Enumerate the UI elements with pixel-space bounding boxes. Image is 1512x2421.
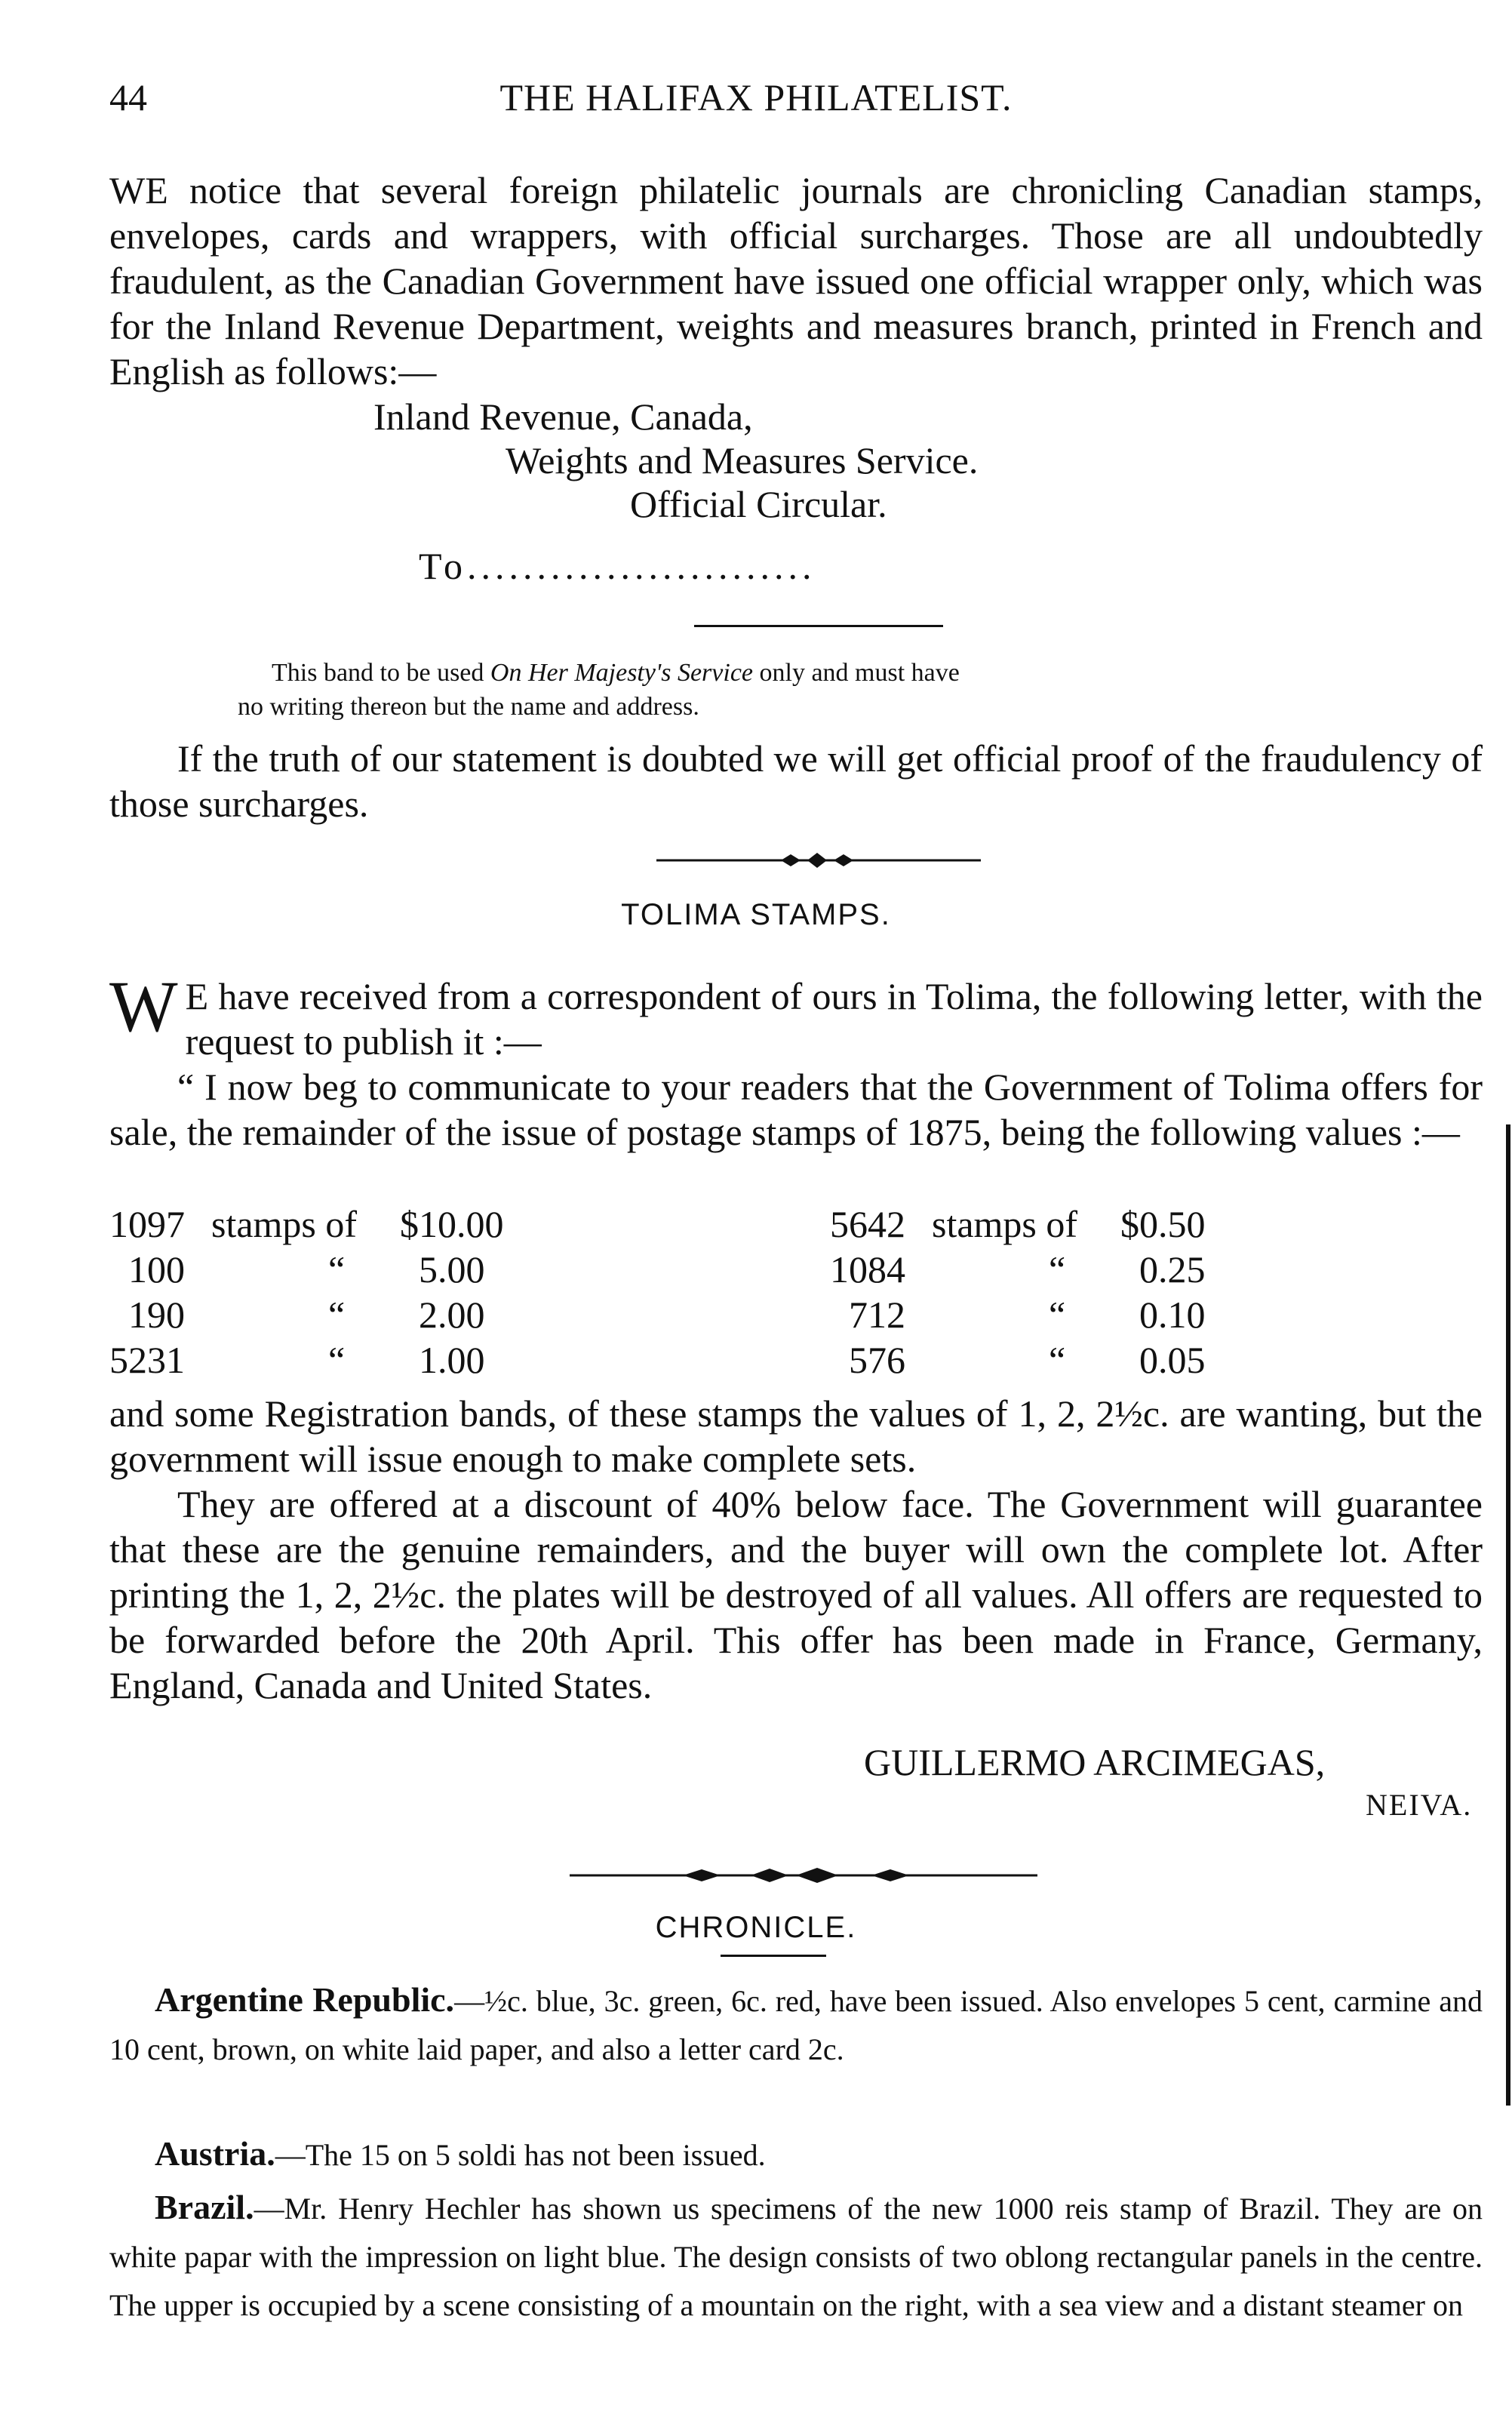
notice-paragraph: WE notice that several foreign philatelic journals are chronicling Canadian stamps, envelopes, cards and wrappers, with official surcharges. Those are all undoubtedly fraudulent, as the Canadian Government have issued one official wrapper only, which was for the Inland Revenue Department, weights and measures branch, printed in French and English as follows:—	[109, 169, 1483, 392]
right-row-qty-3: 576	[849, 1339, 905, 1381]
right-row-label-1: “	[1049, 1248, 1066, 1290]
right-row-value-1: 0.25	[1139, 1248, 1206, 1290]
right-row-label-3: “	[1049, 1339, 1066, 1381]
wrapper-note-italic: On Her Majesty's Service	[490, 659, 754, 687]
chronicle-argentine	[109, 1976, 1483, 2074]
wrapper-note-line-1	[272, 657, 960, 690]
right-row-qty-1: 1084	[830, 1248, 905, 1290]
left-row-label-3: “	[328, 1339, 346, 1381]
austria-label: Austria.	[155, 2134, 275, 2173]
left-row-label-0: stamps of	[211, 1203, 358, 1245]
tolima-intro-text: E have received from a correspondent of ours in Tolima, the following letter, with the request to publish it :—	[185, 975, 1483, 1063]
wrapper-divider	[694, 625, 943, 627]
drop-cap: W	[109, 966, 178, 1047]
right-row-label-2: “	[1049, 1294, 1066, 1336]
chronicle-heading: CHRONICLE.	[655, 1911, 857, 1944]
left-row-label-2: “	[328, 1294, 346, 1336]
right-row-value-3: 0.05	[1139, 1339, 1206, 1381]
wrapper-note-line-2: no writing thereon but the name and address.	[238, 693, 699, 721]
right-row-value-2: 0.10	[1139, 1294, 1206, 1336]
wrapper-to-line: To.........................	[419, 545, 816, 587]
left-row-qty-3: 5231	[109, 1339, 185, 1381]
offer-paragraph: They are offered at a discount of 40% below face. The Government will guarantee that these are the genuine remainders, and the buyer will own the complete lot. After printing the 1, 2, 2½c. the plates will be destroyed of all values. All offers are requested to be forwarded before the 20th April. This offer has been made in France, Germany, England, Canada and United States.	[109, 1483, 1483, 1706]
left-row-qty-0: 1097	[109, 1203, 185, 1245]
left-row-value-2: 2.00	[419, 1294, 485, 1336]
margin-bar	[1506, 1124, 1510, 2106]
brazil-label: Brazil.	[155, 2188, 254, 2226]
page-title: THE HALIFAX PHILATELIST.	[499, 76, 1013, 118]
right-row-label-0: stamps of	[932, 1203, 1078, 1245]
right-row-qty-2: 712	[849, 1294, 905, 1336]
signature-place: NEIVA.	[1366, 1788, 1473, 1822]
page-number: 44	[109, 76, 147, 118]
left-row-value-0: $10.00	[400, 1203, 504, 1245]
left-row-qty-1: 100	[128, 1248, 185, 1290]
tolima-intro	[109, 966, 1483, 1064]
ornament-divider-1	[656, 849, 981, 872]
values-table	[109, 1201, 1483, 1383]
proof-paragraph: If the truth of our statement is doubted we will get official proof of the fraudulency of those surcharges.	[109, 737, 1483, 825]
austria-text: —The 15 on 5 soldi has not been issued.	[275, 2138, 766, 2172]
chronicle-austria	[109, 2130, 1483, 2180]
left-row-value-1: 5.00	[419, 1248, 485, 1290]
tolima-heading: TOLIMA STAMPS.	[621, 898, 891, 931]
registration-paragraph: and some Registration bands, of these stamps the values of 1, 2, 2½c. are wanting, but the government will issue enough to make complete sets.	[109, 1392, 1483, 1480]
right-row-qty-0: 5642	[830, 1203, 905, 1245]
left-row-value-3: 1.00	[419, 1339, 485, 1381]
argentine-label: Argentine Republic.	[155, 1980, 455, 2019]
chronicle-brazil	[109, 2183, 1483, 2330]
wrapper-line-1: Inland Revenue, Canada,	[373, 395, 753, 438]
right-row-value-0: $0.50	[1120, 1203, 1206, 1245]
brazil-text: —Mr. Henry Hechler has shown us specimens of the new 1000 reis stamp of Brazil. They are on white papar with the impression on light blue. The design consists of two oblong rectangular panels in the centre. The upper is occupied by a scene consisting of a mountain on the right, with a sea view and a distant steamer on	[109, 2192, 1483, 2322]
wrapper-note-text-b: only and must have	[753, 659, 960, 687]
left-row-label-1: “	[328, 1248, 346, 1290]
argentine-text: —½c. blue, 3c. green, 6c. red, have been issued. Also envelopes 5 cent, carmine and 10 cent, brown, on white laid paper, and also a letter card 2c.	[109, 1984, 1483, 2066]
wrapper-line-3: Official Circular.	[630, 483, 887, 525]
wrapper-line-2: Weights and Measures Service.	[506, 439, 979, 481]
signature: GUILLERMO ARCIMEGAS,	[864, 1741, 1326, 1783]
chronicle-underline	[721, 1955, 826, 1957]
left-row-qty-2: 190	[128, 1294, 185, 1336]
ornament-divider-2	[570, 1864, 1037, 1887]
wrapper-note-text-a: This band to be used	[272, 659, 490, 687]
tolima-letter: “ I now beg to communicate to your readers that the Government of Tolima offers for sale, the remainder of the issue of postage stamps of 1875, being the following values :—	[109, 1066, 1483, 1153]
